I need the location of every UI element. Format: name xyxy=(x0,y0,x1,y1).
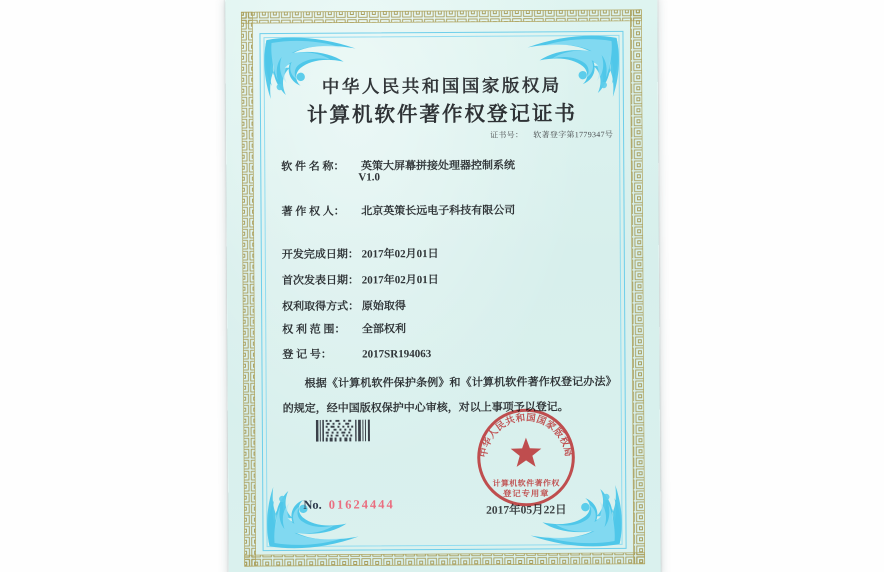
registration-statement: 根据《计算机软件保护条例》和《计算机软件著作权登记办法》的规定，经中国版权保护中心审核，对以上事项予以登记。 xyxy=(282,375,617,415)
field-row-rights-scope xyxy=(282,320,406,337)
seal-line2: 登记专用章 xyxy=(503,489,550,499)
seal-ring-text: 中华人民共和国国家版权局 xyxy=(479,413,573,459)
field-row-acquisition-method xyxy=(282,297,406,314)
field-label: 权 利 范 围： xyxy=(282,323,346,336)
field-value: 北京英策长远电子科技有限公司 xyxy=(361,204,516,218)
field-row-software-name xyxy=(281,157,515,174)
field-row-registration-number xyxy=(282,345,431,362)
issue-date: 2017年05月22日 xyxy=(486,504,567,517)
software-version: V1.0 xyxy=(358,171,381,184)
certificate-title: 计算机软件著作权登记证书 xyxy=(306,103,578,127)
field-label: 开发完成日期： xyxy=(281,248,359,261)
barcode xyxy=(316,419,371,441)
field-label: 权利取得方式： xyxy=(282,300,360,313)
certificate-paper xyxy=(225,0,661,572)
field-label: 著 作 权 人： xyxy=(281,205,345,218)
official-seal xyxy=(474,405,579,510)
field-value: 全部权利 xyxy=(361,323,407,336)
field-row-copyright-owner xyxy=(281,202,515,219)
serial-prefix: No. xyxy=(303,497,322,512)
certificate-number-value: 软著登字第1779347号 xyxy=(533,129,614,140)
field-value: 原始取得 xyxy=(361,300,406,313)
serial-number: 01624444 xyxy=(328,497,395,512)
field-label: 软 件 名 称： xyxy=(281,160,345,173)
serial-number-line xyxy=(303,497,394,513)
seal-star-icon xyxy=(511,438,542,467)
field-label: 首次发表日期： xyxy=(281,274,360,287)
field-value: 2017SR194063 xyxy=(362,348,432,361)
field-row-dev-complete-date xyxy=(282,245,439,262)
field-value: 2017年02月01日 xyxy=(361,274,439,287)
field-label: 登 记 号： xyxy=(282,348,332,361)
field-row-first-publish-date xyxy=(282,271,439,288)
corner-flourish-bottom-left-icon xyxy=(266,482,362,549)
field-value: 英策大屏幕拼接处理器控制系统 xyxy=(360,159,516,173)
certificate-number-line xyxy=(490,129,613,141)
seal-line1: 计算机软件著作权 xyxy=(492,478,560,489)
field-value: 2017年02月01日 xyxy=(361,248,439,261)
certificate-number-label: 证书号： xyxy=(490,130,524,140)
issuing-authority-title: 中华人民共和国国家版权局 xyxy=(321,75,562,97)
